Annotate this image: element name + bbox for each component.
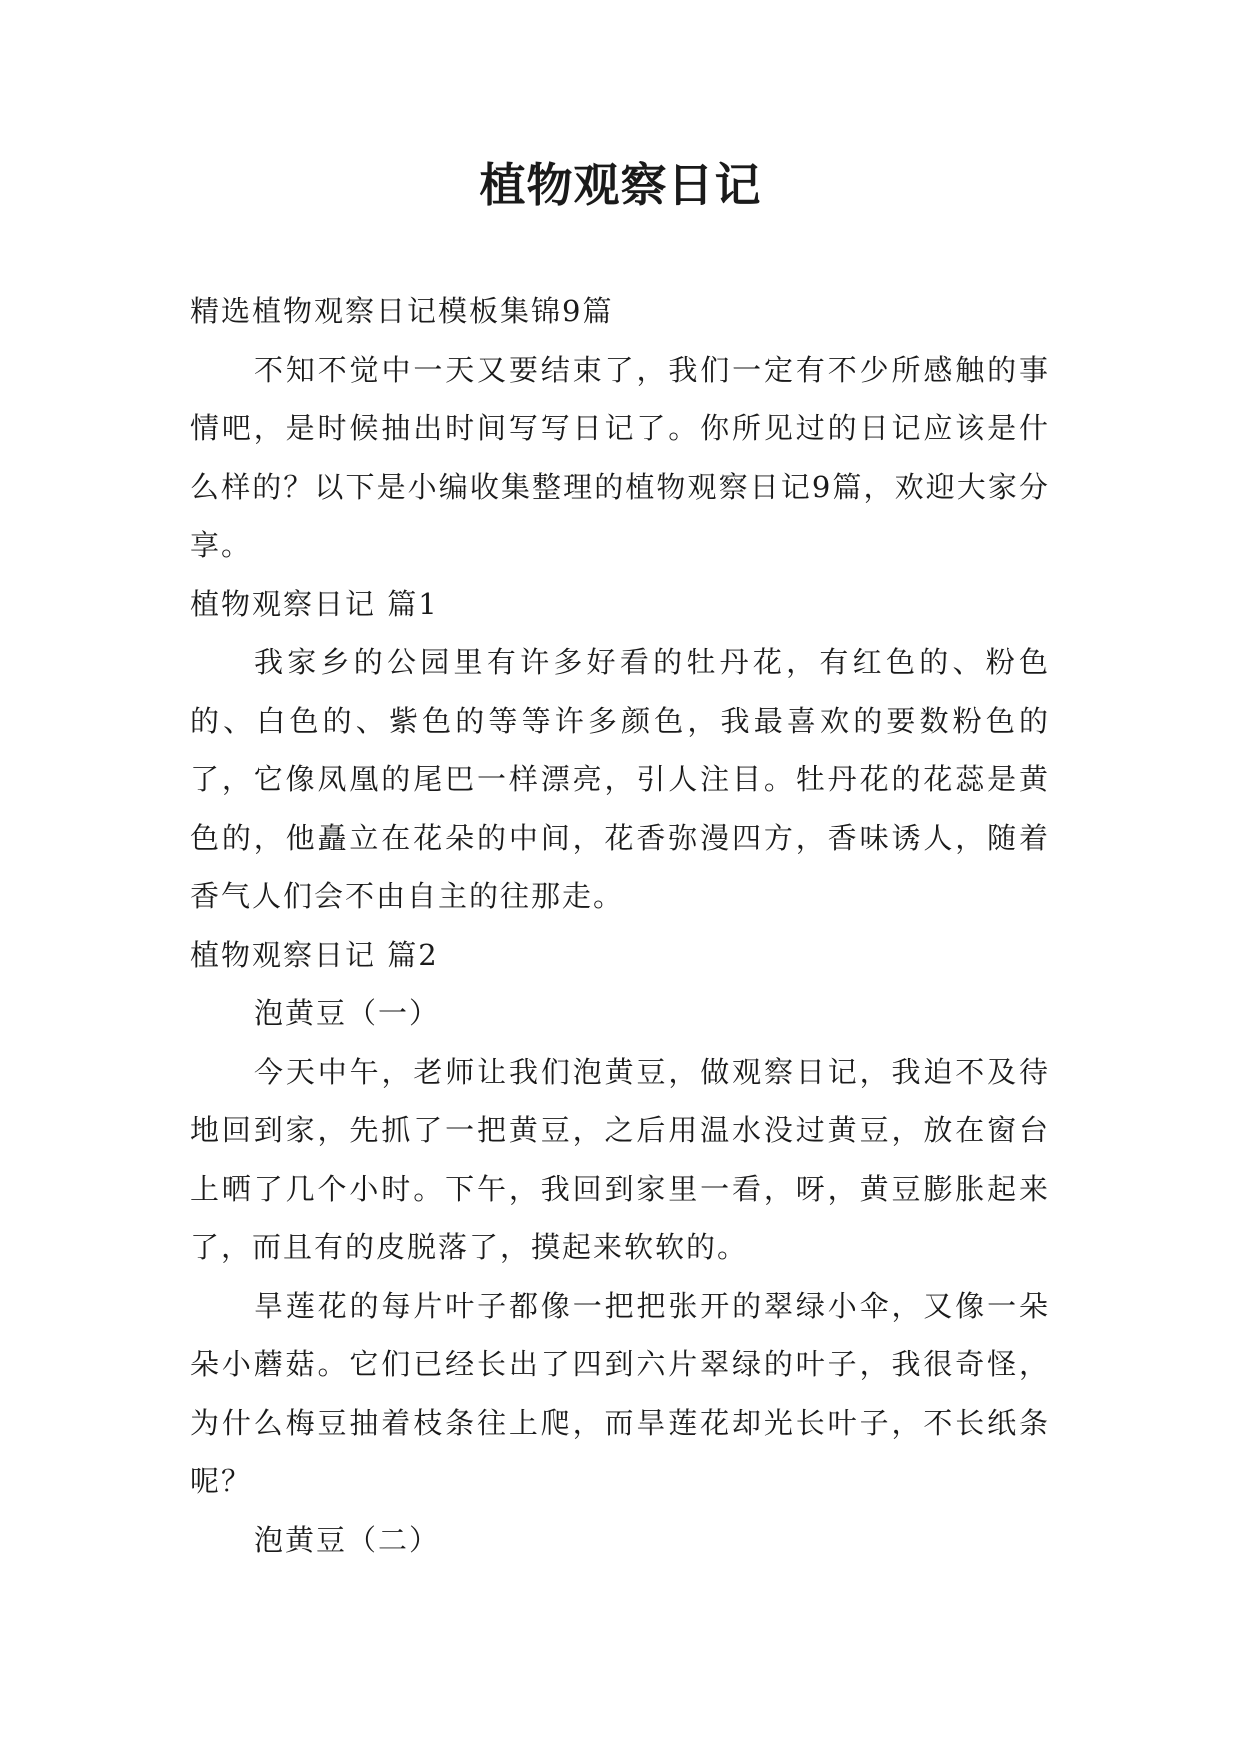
subheading-soybean-1: 泡黄豆（一）	[254, 996, 441, 1030]
section-heading-1: 植物观察日记 篇1	[190, 586, 439, 621]
nasturtium-paragraph: 旱莲花的每片叶子都像一把把张开的翠绿小伞，又像一朵朵小蘑菇。它们已经长出了四到六片翠绿的叶子，我很奇怪，为什么梅豆抽着枝条往上爬，而旱莲花却光长叶子，不长纸条呢？	[190, 1288, 1050, 1498]
soybean-paragraph: 今天中午，老师让我们泡黄豆，做观察日记，我迫不及待地回到家，先抓了一把黄豆，之后用温水没过黄豆，放在窗台上晒了几个小时。下午，我回到家里一看，呀，黄豆膨胀起来了，而且有的皮脱落了，摸起来软软的。	[190, 1054, 1050, 1264]
section-1-paragraph: 我家乡的公园里有许多好看的牡丹花，有红色的、粉色的、白色的、紫色的等等许多颜色，我最喜欢的要数粉色的了，它像凤凰的尾巴一样漂亮，引人注目。牡丹花的花蕊是黄色的，他矗立在花朵的中间，花香弥漫四方，香味诱人，随着香气人们会不由自主的往那走。	[190, 645, 1050, 913]
intro-heading: 精选植物观察日记模板集锦9篇	[190, 294, 614, 328]
document-title: 植物观察日记	[479, 158, 762, 212]
document-body	[190, 282, 1050, 1569]
section-heading-2: 植物观察日记 篇2	[190, 937, 439, 972]
intro-paragraph: 不知不觉中一天又要结束了，我们一定有不少所感触的事情吧，是时候抽出时间写写日记了。你所见过的日记应该是什么样的？以下是小编收集整理的植物观察日记9篇，欢迎大家分享。	[190, 352, 1050, 562]
subheading-soybean-2: 泡黄豆（二）	[254, 1522, 441, 1557]
